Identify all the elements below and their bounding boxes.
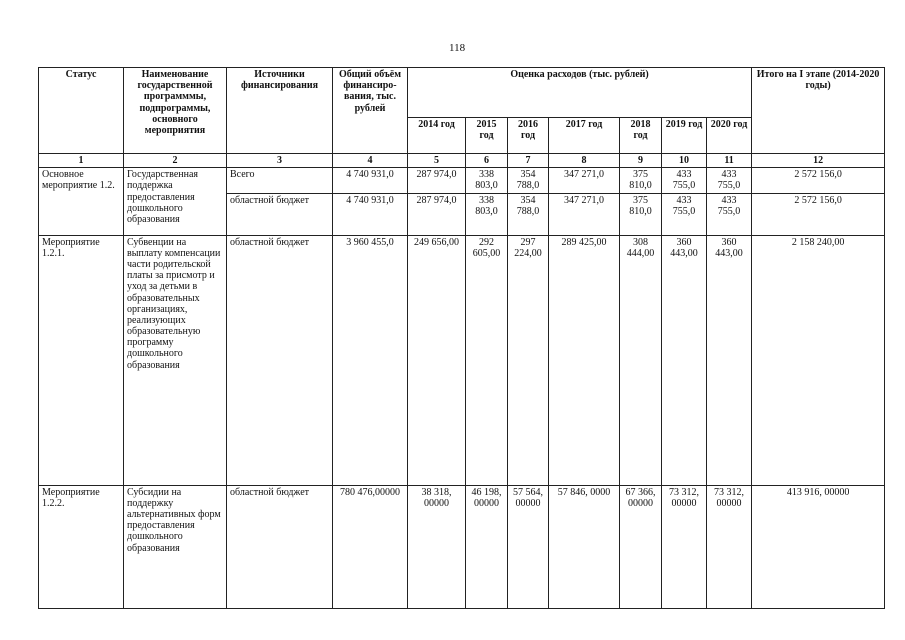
header-source: Источники финансирования [227,68,333,154]
column-number: 12 [752,154,885,168]
row-year-value: 360 443,00 [662,235,707,485]
header-row [39,68,885,118]
column-number-row [39,154,885,168]
row-name: Государственная поддержка предоставления дошкольного образования [124,168,227,235]
row-year-value: 287 974,0 [408,168,466,193]
row-total: 780 476,00000 [333,485,408,608]
column-number: 2 [124,154,227,168]
column-number: 3 [227,154,333,168]
row-year-value: 433 755,0 [662,193,707,235]
header-year: 2016 год [508,118,549,154]
column-number: 6 [466,154,508,168]
header-status: Статус [39,68,124,154]
row-year-value: 338 803,0 [466,193,508,235]
row-year-value: 347 271,0 [549,168,620,193]
table-row [39,168,885,193]
row-total: 4 740 931,0 [333,193,408,235]
row-year-value: 360 443,00 [707,235,752,485]
row-year-value: 289 425,00 [549,235,620,485]
row-stage-total: 413 916, 00000 [752,485,885,608]
header-year: 2015 год [466,118,508,154]
row-year-value: 375 810,0 [620,168,662,193]
row-year-value: 73 312, 00000 [662,485,707,608]
header-name: Наименование государственной программмы, подпрограммы, основного мероприятия [124,68,227,154]
row-name: Субсидии на поддержку альтернативных форм предоставления дошкольного образования [124,485,227,608]
row-year-value: 338 803,0 [466,168,508,193]
row-source: областной бюджет [227,193,333,235]
table-row [39,485,885,608]
row-year-value: 57 564, 00000 [508,485,549,608]
header-stage-total: Итого на I этапе (2014-2020 годы) [752,68,885,154]
row-name: Субвенции на выплату компенсации части родительской платы за присмотр и уход за детьми в образовательных организациях, реализующих образовательную программу дошкольного образования [124,235,227,485]
column-number: 1 [39,154,124,168]
row-stage-total: 2 158 240,00 [752,235,885,485]
table-row [39,235,885,485]
row-year-value: 67 366, 00000 [620,485,662,608]
row-source: областной бюджет [227,235,333,485]
row-year-value: 433 755,0 [707,193,752,235]
row-total: 4 740 931,0 [333,168,408,193]
column-number: 9 [620,154,662,168]
column-number: 11 [707,154,752,168]
row-source: областной бюджет [227,485,333,608]
row-year-value: 57 846, 0000 [549,485,620,608]
header-estimate: Оценка расходов (тыс. рублей) [408,68,752,118]
row-year-value: 347 271,0 [549,193,620,235]
row-stage-total: 2 572 156,0 [752,193,885,235]
row-year-value: 375 810,0 [620,193,662,235]
row-year-value: 73 312, 00000 [707,485,752,608]
column-number: 7 [508,154,549,168]
row-year-value: 308 444,00 [620,235,662,485]
row-year-value: 38 318, 00000 [408,485,466,608]
row-year-value: 292 605,00 [466,235,508,485]
row-total: 3 960 455,0 [333,235,408,485]
row-stage-total: 2 572 156,0 [752,168,885,193]
row-year-value: 354 788,0 [508,168,549,193]
row-status: Основное мероприятие 1.2. [39,168,124,235]
row-year-value: 249 656,00 [408,235,466,485]
row-status: Мероприятие 1.2.1. [39,235,124,485]
column-number: 8 [549,154,620,168]
row-year-value: 287 974,0 [408,193,466,235]
header-year: 2018 год [620,118,662,154]
column-number: 10 [662,154,707,168]
expenditure-table [38,67,885,609]
row-year-value: 297 224,00 [508,235,549,485]
header-year: 2020 год [707,118,752,154]
header-year: 2017 год [549,118,620,154]
row-year-value: 354 788,0 [508,193,549,235]
row-source: Всего [227,168,333,193]
row-year-value: 433 755,0 [707,168,752,193]
column-number: 5 [408,154,466,168]
header-year: 2019 год [662,118,707,154]
header-total: Общий объём финансиро-вания, тыс. рублей [333,68,408,154]
column-number: 4 [333,154,408,168]
header-year: 2014 год [408,118,466,154]
row-year-value: 46 198, 00000 [466,485,508,608]
row-status: Мероприятие 1.2.2. [39,485,124,608]
page-number: 118 [449,42,466,54]
row-year-value: 433 755,0 [662,168,707,193]
